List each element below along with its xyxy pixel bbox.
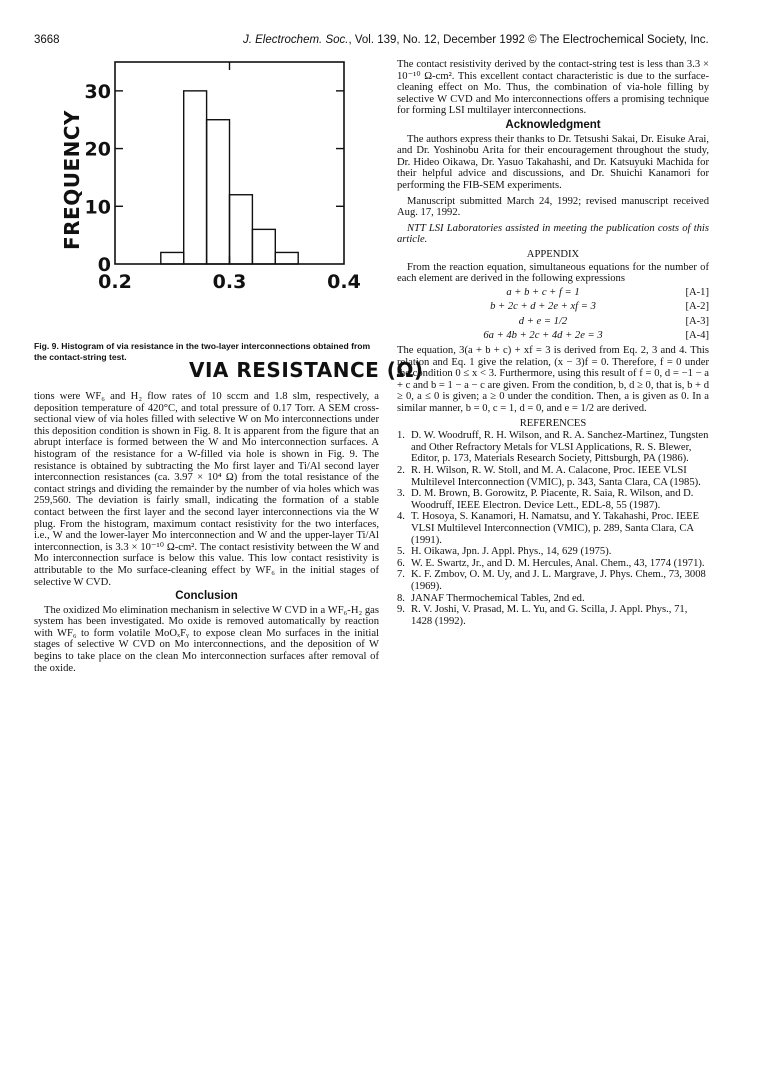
caption-label: Fig. 9. [34, 341, 59, 351]
equation-tag: [A-2] [685, 301, 709, 313]
x-tick-label: 0.4 [327, 271, 361, 293]
reference-item [397, 569, 709, 592]
reference-number: 6. [397, 557, 405, 569]
body-paragraph: The oxidized Mo elimination mechanism in selective W CVD in a WF₆-H₂ gas system has been investigated. Mo oxide is removed automatically by reaction with WF₆ to form volatile MoOₓFᵧ to expose clean Mo surfaces in the initial stages of selective W CVD on Mo interconnections, and the deposition of W begins to take place on the clean Mo interconnection surfaces after removal of the oxide. [34, 604, 379, 674]
section-title-conclusion: Conclusion [175, 590, 238, 603]
y-tick-label: 0 [97, 254, 111, 276]
histogram-bar [252, 229, 275, 264]
reference-text: D. M. Brown, B. Gorowitz, P. Piacente, R. Saia, R. Wilson, and D. Woodruff, IEEE Electron. Device Lett., EDL-8, 55 (1987). [411, 488, 694, 511]
reference-number: 3. [397, 488, 405, 500]
reference-item [397, 430, 709, 465]
x-tick-label: 0.2 [98, 271, 132, 293]
histogram-bar [207, 120, 230, 264]
reference-number: 5. [397, 546, 405, 558]
histogram-bar [161, 252, 184, 264]
reference-item [397, 546, 709, 558]
equation-expression: b + 2c + d + 2e + xf = 3 [490, 301, 596, 313]
acknowledgment-text: The authors express their thanks to Dr. Tetsushi Sakai, Dr. Eisuke Arai, and Dr. Yoshinobu Arita for their encouragement throughout the study, Dr. Hideo Oikawa, Dr. Yasuo Takahashi, and Dr. Katsuyuki Machida for their helpful advice and discussions, and Dr. Shuichi Kanamori for performing the FIB-SEM experiments. [397, 133, 709, 191]
equation-expression: 6a + 4b + 2c + 4d + 2e = 3 [483, 330, 603, 342]
page-number: 3668 [34, 34, 60, 46]
running-header [243, 34, 709, 46]
equation-list [397, 287, 709, 342]
reference-text: JANAF Thermochemical Tables, 2nd ed. [411, 592, 585, 604]
histogram-chart [56, 50, 388, 340]
journal-citation: , Vol. 139, No. 12, December 1992 © The Electrochemical Society, Inc. [348, 34, 709, 46]
body-paragraph: The contact resistivity derived by the contact-string test is less than 3.3 × 10⁻¹⁰ Ω-cm². This excellent contact characteristic is due to the surface-cleaning effect on Mo. Thus, the combination of via-hole filling by selective W CVD and Mo interconnections offers a promising technique for forming LSI multilayer interconnections. [397, 59, 709, 117]
equation [397, 287, 709, 299]
reference-list [397, 430, 709, 627]
reference-text: T. Hosoya, S. Kanamori, H. Namatsu, and Y. Takahashi, Proc. IEEE VLSI Multilevel Interconnection (VMIC), p. 289, Santa Clara, CA (1991). [411, 511, 700, 546]
appendix-text: The equation, 3(a + b + c) + xf = 3 is derived from Eq. 2, 3 and 4. This relation and Eq. 1 give the relation, (x − 3)f = 0. Therefore, f = 0 under the condition 0 ≤ x < 3. Furthermore, using this result of f = 0, d = −1 − a + c and b = 1 − a − c are given. From the condition, b, d ≥ 0, that is, b + d ≥ 0, a ≤ 0 is given; a ≥ 0 under the condition. Then, a is given as 0. In a similar manner, b = 0, c = 1, d = 0, and e = 1/2 are derived. [397, 345, 709, 415]
publication-note: NTT LSI Laboratories assisted in meeting the publication costs of this article. [397, 222, 709, 246]
histogram-bar [230, 195, 253, 264]
equation-tag: [A-3] [685, 315, 709, 327]
reference-text: R. V. Joshi, V. Prasad, M. L. Yu, and G. Scilla, J. Appl. Phys., 71, 1428 (1992). [411, 604, 688, 627]
body-paragraph: tions were WF₆ and H₂ flow rates of 10 sccm and 1.8 slm, respectively, a deposition temperature of 420°C, and total pressure of 0.17 Torr. A SEM cross-sectional view of via holes filled with selective W on Mo interconnections under this deposition condition is shown in Fig. 8. It is apparent from the figure that an abrupt interface is formed between the W and Mo interconnection surfaces. A histogram of the resistance for a W-filled via hole is shown in Fig. 9. The resistance is obtained by subtracting the Mo first layer and Ti/Al second layer interconnection resistances (ca. 3.97 × 10⁴ Ω) from the total resistance of the contact strings and dividing the remainder by the number of via holes which was 259,560. The deviation is fairly small, indicating the formation of a stable contact between the first layer and the second layer interconnections via the W plug. From the histogram, maximum contact resistivity for the two interfaces, i.e., W and the lower-layer Mo interconnection and W and the upper-layer Ti/Al interconnection, is 3.3 × 10⁻¹⁰ Ω-cm². The contact resistivity between the W and Mo interconnection surface is below this value. This low contact resistivity is attributable to the Mo surface-cleaning effect by WF₆ in the initial stages of selective W CVD. [34, 391, 379, 588]
reference-item [397, 511, 709, 546]
reference-text: K. F. Zmbov, O. M. Uy, and J. L. Margrave, J. Phys. Chem., 73, 3008 (1969). [411, 569, 706, 592]
equation [397, 330, 709, 342]
histogram-bar [184, 91, 207, 264]
reference-number: 9. [397, 604, 405, 616]
reference-number: 2. [397, 465, 405, 476]
reference-number: 4. [397, 511, 405, 523]
references-title: REFERENCES [519, 417, 587, 429]
caption-text: Histogram of via resistance in the two-layer interconnections obtained from the contact-string test. [34, 341, 371, 362]
reference-number: 7. [397, 569, 405, 581]
y-tick-label: 20 [84, 138, 111, 161]
x-axis-title: VIA RESISTANCE (Ω) [189, 358, 424, 382]
reference-text: D. W. Woodruff, R. H. Wilson, and R. A. Sanchez-Martinez, Tungsten and Other Refractory Metals for VLSI Applications, R. S. Blewer, Editor, p. 173, Materials Research Society, Pittsburgh, PA (1986). [411, 430, 709, 465]
journal-name: J. Electrochem. Soc. [243, 34, 349, 46]
equation-expression: a + b + c + f = 1 [506, 286, 580, 298]
equation-tag: [A-1] [685, 286, 709, 298]
y-tick-label: 10 [84, 196, 111, 219]
reference-item [397, 593, 709, 605]
equation-tag: [A-4] [685, 330, 709, 342]
reference-text: W. E. Swartz, Jr., and D. M. Hercules, Anal. Chem., 43, 1774 (1971). [411, 557, 705, 569]
reference-item [397, 604, 709, 627]
equation [397, 316, 709, 328]
x-tick-label: 0.3 [212, 271, 247, 293]
reference-number: 1. [397, 430, 405, 442]
equation [397, 301, 709, 313]
right-column [397, 59, 709, 627]
section-title-acknowledgment: Acknowledgment [505, 118, 601, 131]
manuscript-dates: Manuscript submitted March 24, 1992; revised manuscript received Aug. 17, 1992. [397, 195, 709, 219]
reference-item [397, 488, 709, 511]
y-tick-label: 30 [84, 80, 111, 103]
equation-expression: d + e = 1/2 [518, 315, 568, 327]
reference-text: R. H. Wilson, R. W. Stoll, and M. A. Calacone, Proc. IEEE VLSI Multilevel Interconnection (VMIC), p. 343, Santa Clara, CA (1985). [411, 465, 701, 488]
reference-item [397, 558, 709, 570]
reference-item [397, 465, 709, 488]
reference-number: 8. [397, 592, 405, 604]
appendix-intro: From the reaction equation, simultaneous equations for the number of each element are derived in the following expressions [397, 261, 709, 285]
figure-caption [34, 341, 379, 363]
reference-text: H. Oikawa, Jpn. J. Appl. Phys., 14, 629 (1975). [411, 546, 612, 558]
left-column [34, 391, 379, 674]
appendix-title: APPENDIX [526, 248, 580, 260]
histogram-bar [275, 252, 298, 264]
y-axis-title: FREQUENCY [60, 109, 84, 250]
